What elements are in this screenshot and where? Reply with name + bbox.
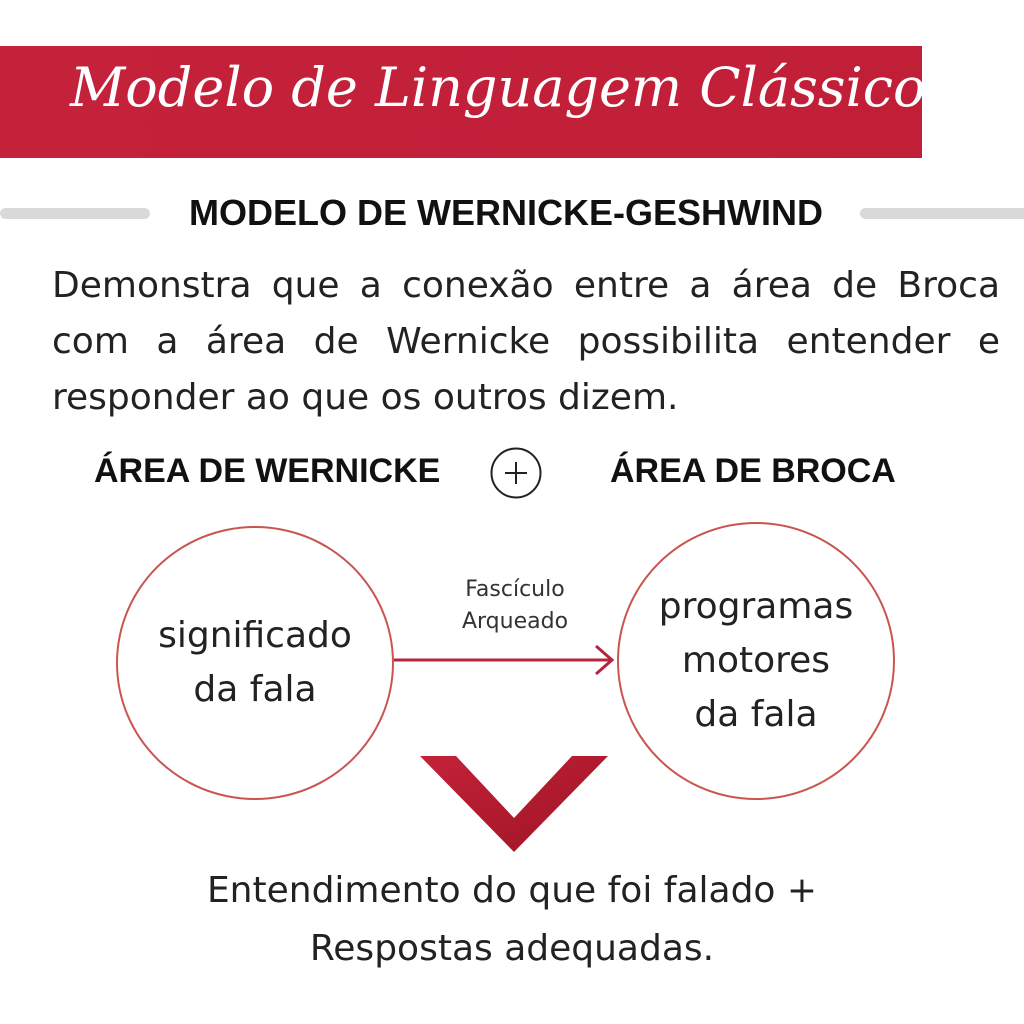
node-broca-circle xyxy=(617,522,895,800)
plus-circle-icon xyxy=(489,446,543,500)
node-wernicke-circle xyxy=(116,526,394,800)
area-broca-label: ÁREA DE BROCA xyxy=(610,452,896,490)
result-text: Entendimento do que foi falado + Respostas adequadas. xyxy=(206,870,818,969)
subtitle-rule-right xyxy=(860,208,1024,219)
arrow-label: Fascículo Arqueado xyxy=(461,577,569,634)
section-subtitle: MODELO DE WERNICKE-GESHWIND xyxy=(189,192,823,233)
node-wernicke-text: significado da fala xyxy=(158,615,352,710)
node-broca-text: programas motores da fala xyxy=(658,586,854,735)
area-wernicke-label: ÁREA DE WERNICKE xyxy=(94,452,441,490)
arrow-right-icon xyxy=(390,640,620,680)
chevron-down-icon xyxy=(420,756,608,852)
description-paragraph: Demonstra que a conexão entre a área de Broca com a área de Wernicke possibilita entender e responder ao que os outros dizem. xyxy=(52,265,1000,418)
subtitle-rule-left xyxy=(0,208,150,219)
page-title: Modelo de Linguagem Clássico xyxy=(70,56,926,119)
